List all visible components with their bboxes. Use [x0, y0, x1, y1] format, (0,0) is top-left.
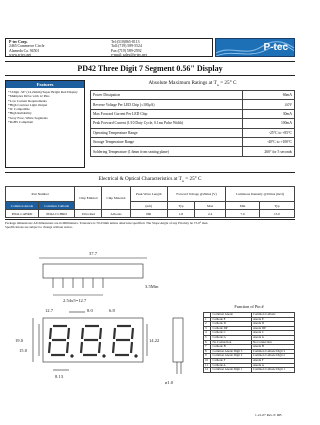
- elec-title: [0, 176, 300, 183]
- feature-item: *High Contrast Light Output: [8, 102, 48, 107]
- elec-title-end: = 25° C: [183, 176, 202, 182]
- elec-table: [5, 186, 295, 218]
- anode-function: Cathode C: [211, 331, 251, 336]
- company-address: [9, 40, 44, 58]
- ptec-logo: [215, 38, 295, 57]
- address-line-1: 2465 Commerce Circle: [9, 44, 45, 49]
- pin-number: 9: [204, 354, 211, 359]
- cathode-function: Anode C: [251, 331, 294, 336]
- header-cell: Common Cathode: [251, 313, 294, 318]
- address-line-2: Alameda Ca. 94501: [9, 48, 40, 53]
- cathode-function: Anode D: [251, 322, 294, 327]
- pin-number: 2: [204, 322, 211, 327]
- param-cell: Soldering Temperature (1.6mm from seating plane): [91, 147, 243, 156]
- data-cell: 1.8: [167, 210, 194, 218]
- decimal-point: [103, 355, 106, 358]
- data-cell: 15.0: [259, 210, 294, 218]
- cathode-function: Anode DP: [251, 326, 294, 331]
- header-cell: Chip Emitted: [75, 187, 102, 210]
- cathode-function: Anode E: [251, 317, 294, 322]
- dim-pitch: 2.54x5=12.7: [63, 298, 87, 303]
- header-cell: Peak Wave Length: [130, 187, 167, 202]
- email-link[interactable]: e-mail: sales@p-tec.net: [111, 53, 147, 58]
- anode-function: Cathode DP: [211, 326, 251, 331]
- digit-3: [113, 326, 133, 355]
- cathode-function: No Connection: [251, 340, 294, 345]
- data-cell: AlGaAs: [102, 210, 130, 218]
- pin-number: 5: [204, 335, 211, 340]
- param-cell: Reverse Voltage Per LED Chip (≤100μA): [91, 100, 243, 109]
- logo-text: P-tec: [263, 42, 288, 53]
- abs-title-end: = 25° C: [218, 80, 237, 86]
- website-link[interactable]: www.p-tec.net: [9, 53, 32, 58]
- anode-function: No Connection: [211, 340, 251, 345]
- cathode-function: Anode A: [251, 363, 294, 368]
- pin-table-caption: Function of Pin #: [234, 304, 264, 309]
- note-line: Specifications are subject to change without notice.: [5, 225, 73, 229]
- table-row: [91, 91, 295, 100]
- anode-function: Cathode G: [211, 335, 251, 340]
- table-row: [204, 368, 295, 373]
- pin-number: 11: [204, 363, 211, 368]
- cathode-function: Anode B: [251, 345, 294, 350]
- table-header-row: [6, 187, 295, 202]
- section-rule: [5, 172, 295, 173]
- feature-item: *Low Current Requirements: [8, 98, 47, 103]
- features-list: [8, 90, 83, 124]
- elec-title-text: Electrical & Optical Characteristics at T: [98, 176, 182, 182]
- company-contacts: [111, 40, 147, 58]
- anode-function: Common Anode Digit 3: [211, 349, 251, 354]
- data-cell: 2.4: [194, 210, 225, 218]
- dim-dp: 8.13: [55, 374, 64, 379]
- table-row: [91, 109, 295, 118]
- value-cell: 100mA: [242, 119, 294, 128]
- feature-item: *Multiplex Drive with 12 Pins: [8, 94, 50, 99]
- company-info-box: [5, 38, 213, 57]
- value-cell: 30mA: [242, 109, 294, 118]
- data-cell: PD42-CCHRD: [38, 210, 74, 218]
- anode-function: Common Anode Digit 1: [211, 368, 251, 373]
- digit-2: [81, 326, 101, 355]
- dim-seg-height: 12.7: [45, 308, 54, 313]
- dim-digit-height: 14.22: [149, 338, 160, 343]
- header-cell: Luminous Intensity @10mA (mcd): [226, 187, 295, 202]
- header-rule: [5, 61, 295, 62]
- subheader-cell: Typ: [167, 202, 194, 210]
- data-cell: 7.0: [226, 210, 260, 218]
- dim-slant: 6.8: [109, 308, 115, 313]
- feature-item: *Gray Face, White Segments: [8, 115, 48, 120]
- fax-number: Fax:(719) 589-2592: [111, 48, 142, 53]
- param-cell: Peak Forward Current (1/10 Duty Cycle, 0.1ms Pulse Width): [91, 119, 243, 128]
- revision-footer: 1-21-07 Rev. 0: RB: [255, 413, 282, 417]
- dim-diameter: ø1.0: [165, 380, 174, 385]
- value-cell: 260° for 5 seconds: [242, 147, 294, 156]
- value-cell: 66mA: [242, 91, 294, 100]
- toll-number: Toll:(719) 589-5524: [111, 44, 142, 49]
- table-row: [91, 137, 295, 146]
- dim-height: 19.0: [15, 338, 24, 343]
- anode-function: Common Anode Digit 2: [211, 354, 251, 359]
- page-title: PD42 Three Digit 7 Segment 0.56" Display: [77, 64, 223, 73]
- dim-pin-length: 3.5Min: [145, 284, 159, 289]
- table-row: [6, 210, 295, 218]
- dim-digit-width: 8.0: [87, 308, 93, 313]
- pin-number: 10: [204, 358, 211, 363]
- subheader-cell: Common Anode: [6, 202, 39, 210]
- notes-rule: [5, 219, 295, 220]
- header-cell: Chip Material: [102, 187, 130, 210]
- header-cell: Common Anode: [211, 313, 251, 318]
- features-box: [5, 80, 85, 168]
- pin-number: 12: [204, 368, 211, 373]
- param-cell: Power Dissipation: [91, 91, 243, 100]
- tel-number: Tel:(510)865-8113: [111, 40, 140, 44]
- param-cell: Operating Temperature Range: [91, 128, 243, 137]
- side-view: [173, 318, 183, 374]
- anode-function: Cathode B: [211, 345, 251, 350]
- subheader-cell: Max: [194, 202, 225, 210]
- data-cell: Ultra Red: [75, 210, 102, 218]
- table-row: [91, 119, 295, 128]
- abs-title-sub: A: [216, 83, 219, 88]
- header-cell: Part Number: [6, 187, 75, 202]
- data-cell: 660: [130, 210, 167, 218]
- abs-max-title: [90, 80, 295, 87]
- anode-function: Cathode F: [211, 358, 251, 363]
- cathode-function: Common Cathode Digit 1: [251, 368, 294, 373]
- param-cell: Max Forward Current Per LED Chip: [91, 109, 243, 118]
- abs-title-text: Absolute Maximum Ratings at T: [148, 80, 217, 86]
- table-subheader-row: [6, 202, 295, 210]
- top-view-pins: [53, 278, 103, 288]
- abs-max-table: [90, 90, 295, 157]
- front-view: [33, 312, 147, 370]
- note-line: Package dimensions: All dimensions are in Millimeters. Tolerance is ±0.25mm unless otherwise specified. The Slope Angle of any Pin may be ±5.0° max.: [5, 221, 209, 225]
- pin-number: 1: [204, 317, 211, 322]
- data-cell: PD42-CAHRD: [6, 210, 39, 218]
- cathode-function: Common Cathode Digit 2: [251, 354, 294, 359]
- cathode-function: Common Cathode Digit 3: [251, 349, 294, 354]
- anode-function: Cathode E: [211, 317, 251, 322]
- pin-number: 7: [204, 345, 211, 350]
- anode-function: Cathode D: [211, 322, 251, 327]
- pin-number: 6: [204, 340, 211, 345]
- anode-function: Cathode A: [211, 363, 251, 368]
- table-row: [91, 147, 295, 156]
- digit-1: [49, 326, 69, 355]
- header-cell: Forward Voltage @20mA (V): [167, 187, 225, 202]
- features-title: Features: [6, 81, 84, 88]
- elec-title-sub: A: [181, 179, 184, 184]
- feature-item: *High Reliability: [8, 111, 32, 116]
- pin-number: 8: [204, 349, 211, 354]
- table-row: [91, 128, 295, 137]
- dim-width: 37.7: [89, 251, 98, 256]
- feature-item: *RoHS Compliant: [8, 120, 34, 125]
- top-view: [39, 258, 147, 295]
- feature-item: *IC Compatible: [8, 107, 30, 112]
- value-cell: 4.0V: [242, 100, 294, 109]
- dim-inner-height: 15.0: [19, 348, 28, 353]
- package-drawing: [5, 228, 200, 418]
- pin-function-table: [203, 312, 295, 373]
- company-name: P-tec Corp.: [9, 40, 28, 44]
- value-cell: -25°C to +85°C: [242, 128, 294, 137]
- decimal-point: [135, 355, 138, 358]
- pin-number: 4: [204, 331, 211, 336]
- cathode-function: Anode F: [251, 358, 294, 363]
- subheader-cell: Common Cathode: [38, 202, 74, 210]
- decimal-point: [71, 355, 74, 358]
- param-cell: Storage Temperature Range: [91, 137, 243, 146]
- cathode-function: Anode G: [251, 335, 294, 340]
- pin-number: 3: [204, 326, 211, 331]
- subheader-cell: Min: [226, 202, 260, 210]
- side-view-body: [173, 318, 183, 362]
- top-view-body: [43, 264, 143, 278]
- title-rule: [5, 75, 295, 76]
- value-cell: -40°C to +100°C: [242, 137, 294, 146]
- subheader-cell: (nm): [130, 202, 167, 210]
- feature-item: *3 Digit .56" (14.22mm) Super Bright Red Display: [8, 90, 78, 94]
- table-row: [91, 100, 295, 109]
- subheader-cell: Typ: [259, 202, 294, 210]
